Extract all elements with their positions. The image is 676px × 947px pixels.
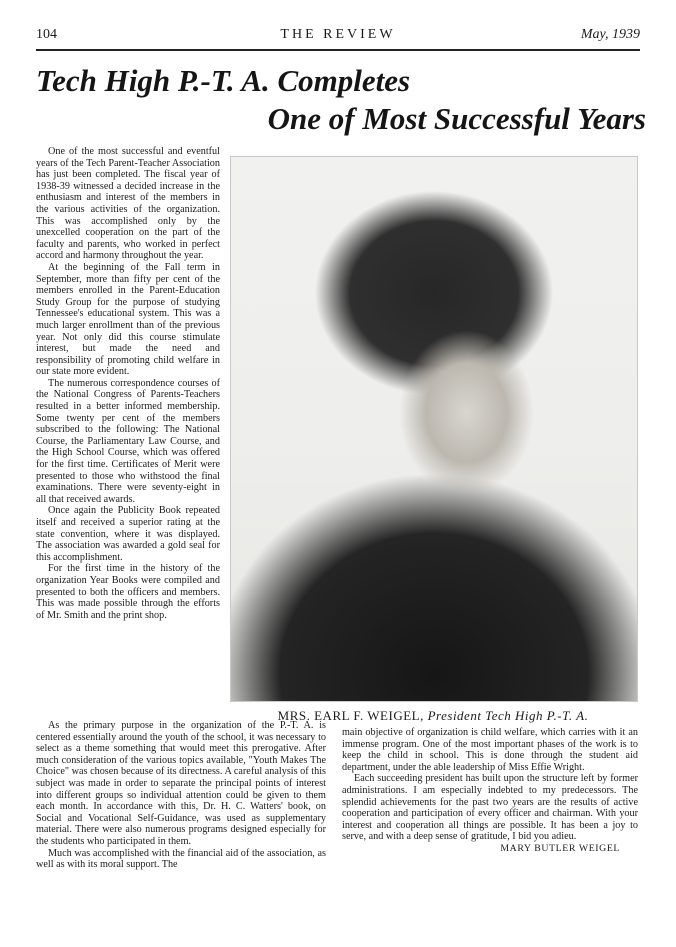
- portrait-photo: [230, 156, 638, 702]
- journal-name: THE REVIEW: [280, 27, 396, 42]
- article-title: [36, 62, 646, 138]
- paragraph: For the first time in the history of the organization Year Books were compiled and presented to both the officers and members. This was made possible through the efforts of Mr. Smith and the print shop.: [36, 563, 220, 621]
- article-bottom-right-column: [342, 727, 638, 855]
- caption-name: MRS. EARL F. WEIGEL,: [277, 708, 424, 723]
- article-bottom-left-column: [36, 720, 326, 871]
- page-header: [36, 27, 640, 51]
- article-left-column: [36, 146, 220, 716]
- paragraph: As the primary purpose in the organization of the P.-T. A. is centered essentially around the youth of the school, it was necessary to select as a theme something that would meet this prerogative. After much consideration of the various topics available, "Youth Makes The Choice" was chosen because of its directness. A careful analysis of this subject was made in order to separate the principal points of interest into different groups so individual attention could be given to them each month. In accordance with this, Dr. H. C. Watters' book, on Social and Vocational Self-Guidance, was used as supplementary material. There were also numerous programs designed especially for the students who participated in them.: [36, 720, 326, 847]
- paragraph: Once again the Publicity Book repeated itself and received a superior rating at the state convention, where it was displayed. The association was awarded a gold seal for this accomplishment.: [36, 505, 220, 563]
- paragraph: At the beginning of the Fall term in September, more than fifty per cent of the members enrolled in the Parent-Education Study Group for the purpose of studying Tennessee's educational system. This was a much larger enrollment than of the previous year. Not only did this course stimulate interest, but made the need and responsibility of promoting child welfare in our state more evident.: [36, 261, 220, 378]
- caption-title: President Tech High P.-T. A.: [427, 708, 589, 723]
- paragraph: main objective of organization is child welfare, which carries with it an immense program. One of the most important phases of the work is to keep the child in school. This is done through the student aid department, under the able leadership of Miss Effie Wright.: [342, 727, 638, 773]
- issue-date: May, 1939: [580, 27, 640, 42]
- paragraph: Much was accomplished with the financial aid of the association, as well as with its moral support. The: [36, 847, 326, 871]
- paragraph: One of the most successful and eventful years of the Tech Parent-Teacher Association has just been completed. The fiscal year of 1938-39 witnessed a decided increase in the enthusiasm and interest of the members in the various activities of the organization. This was accomplished only by the unexcelled cooperation on the part of the faculty and parents, who worked in perfect accord and harmony throughout the year.: [36, 146, 220, 262]
- paragraph: Each succeeding president has built upon the structure left by former administrations. I am especially indebted to my predecessors. The splendid achievements for the past two years are the results of active cooperation and participation of every officer and chairman. With your interest and cooperation all things are possible. It has been a joy to serve, and with a deep sense of gratitude, I bid you adieu.: [342, 773, 638, 843]
- article-title-line-1: Tech High P.-T. A. Completes: [36, 63, 411, 98]
- article-title-line-2: One of Most Successful Years: [267, 101, 646, 136]
- signature: MARY BUTLER WEIGEL: [500, 842, 620, 854]
- page-number: 104: [36, 27, 57, 42]
- paragraph: The numerous correspondence courses of the National Congress of Parents-Teachers resulted in a better informed membership. Some twenty per cent of the members subscribed to the following: The National Course, the Parliamentary Law Course, and the High School Course, which was offered for the first time. Certificates of Merit were presented to those who withstood the final examinations. There were seventy-eight in all that received awards.: [36, 377, 220, 505]
